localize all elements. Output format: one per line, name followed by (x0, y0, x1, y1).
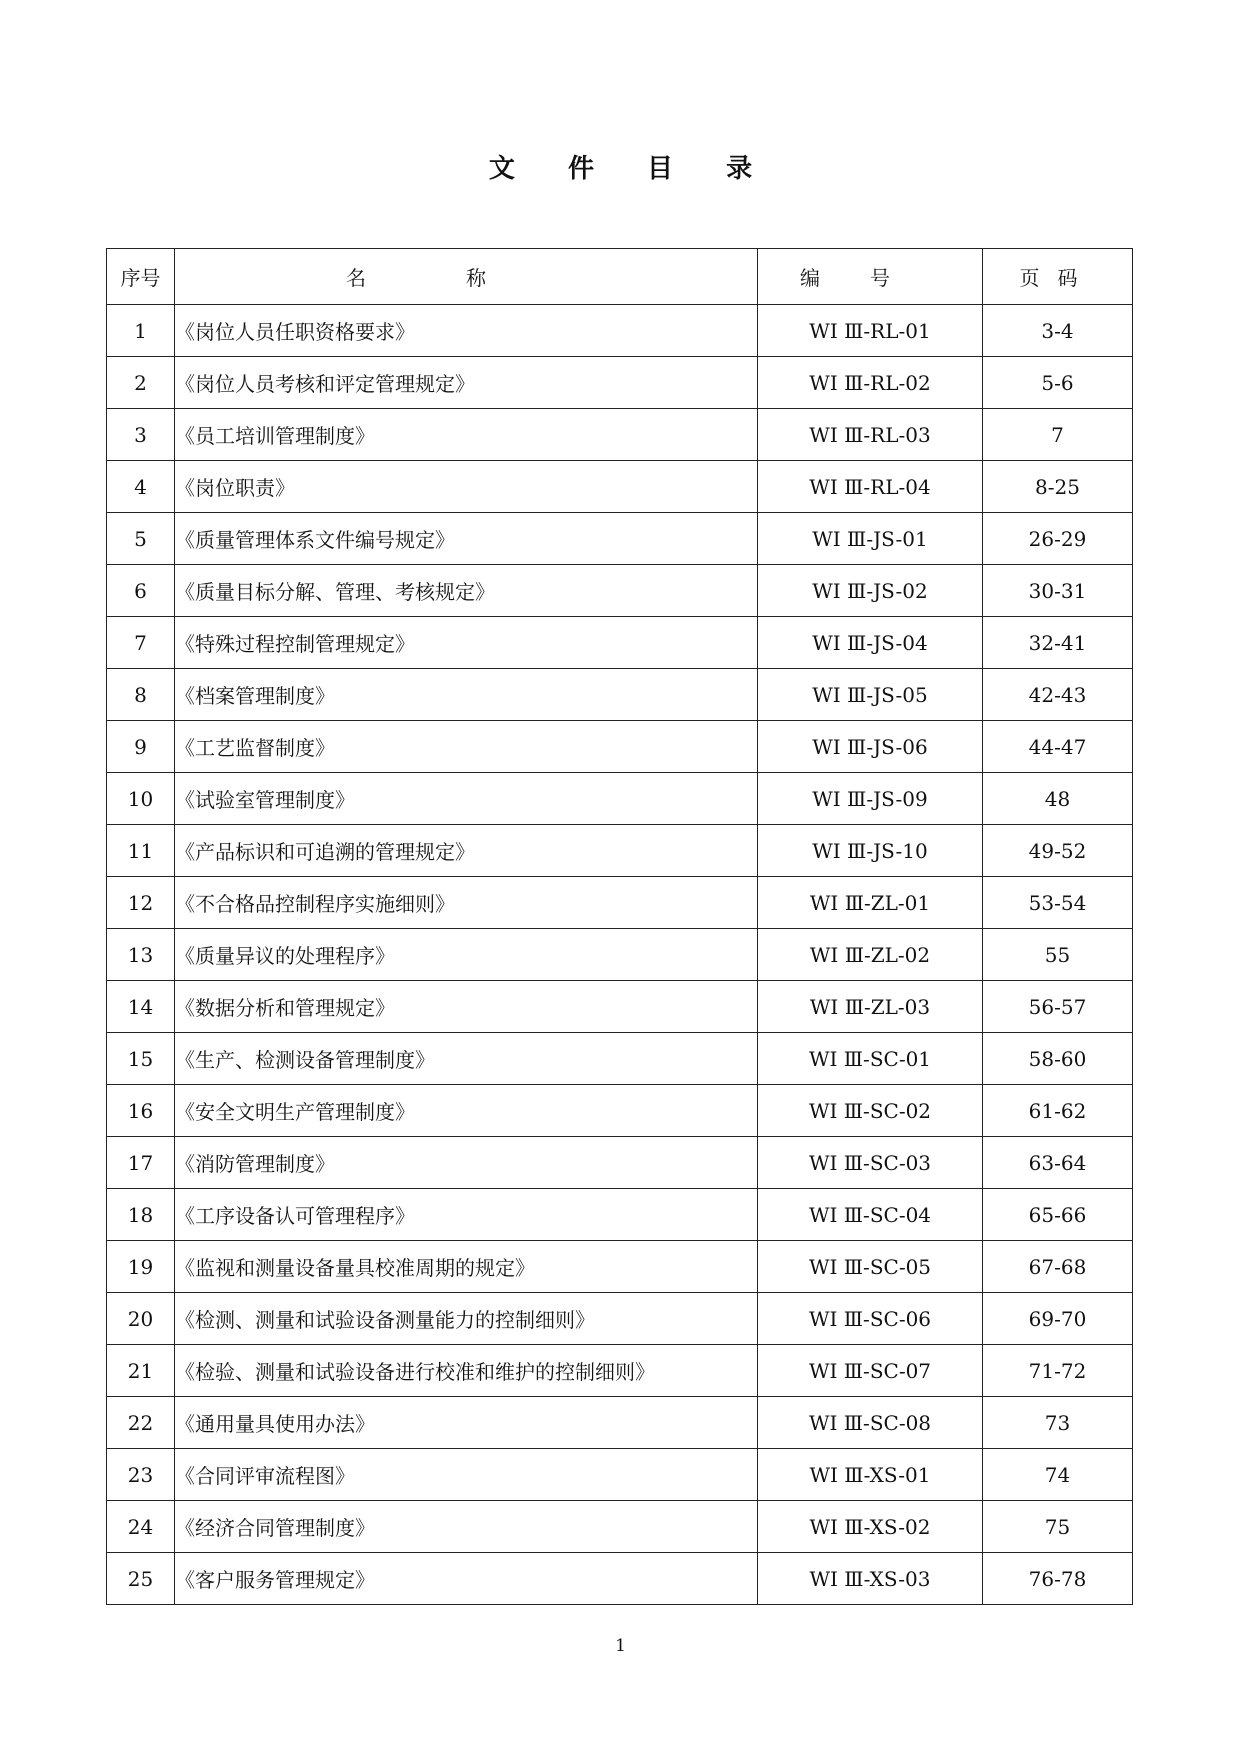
cell-seq: 2 (107, 357, 175, 409)
cell-seq: 21 (107, 1345, 175, 1397)
cell-seq: 10 (107, 773, 175, 825)
cell-code: WI Ⅲ-SC-02 (758, 1085, 983, 1137)
cell-pages: 49-52 (983, 825, 1133, 877)
cell-seq: 8 (107, 669, 175, 721)
cell-name: 《岗位职责》 (175, 461, 758, 513)
cell-pages: 3-4 (983, 305, 1133, 357)
cell-code: WI Ⅲ-JS-04 (758, 617, 983, 669)
table-row (107, 669, 1133, 721)
cell-code: WI Ⅲ-ZL-03 (758, 981, 983, 1033)
document-title: 文 件 目 录 (488, 154, 775, 184)
cell-name: 《合同评审流程图》 (175, 1449, 758, 1501)
cell-seq: 22 (107, 1397, 175, 1449)
cell-name: 《员工培训管理制度》 (175, 409, 758, 461)
cell-code: WI Ⅲ-SC-07 (758, 1345, 983, 1397)
cell-code: WI Ⅲ-RL-04 (758, 461, 983, 513)
cell-code: WI Ⅲ-SC-06 (758, 1293, 983, 1345)
cell-code: WI Ⅲ-ZL-02 (758, 929, 983, 981)
cell-pages: 58-60 (983, 1033, 1133, 1085)
cell-name: 《监视和测量设备量具校准周期的规定》 (175, 1241, 758, 1293)
table-row (107, 617, 1133, 669)
table-row (107, 1293, 1133, 1345)
table-row (107, 721, 1133, 773)
cell-name: 《质量目标分解、管理、考核规定》 (175, 565, 758, 617)
cell-seq: 17 (107, 1137, 175, 1189)
cell-pages: 65-66 (983, 1189, 1133, 1241)
cell-seq: 18 (107, 1189, 175, 1241)
table-row (107, 409, 1133, 461)
table-row (107, 981, 1133, 1033)
cell-seq: 14 (107, 981, 175, 1033)
cell-name: 《通用量具使用办法》 (175, 1397, 758, 1449)
cell-code: WI Ⅲ-SC-03 (758, 1137, 983, 1189)
cell-name: 《客户服务管理规定》 (175, 1553, 758, 1605)
cell-code: WI Ⅲ-JS-09 (758, 773, 983, 825)
table-row (107, 929, 1133, 981)
cell-code: WI Ⅲ-RL-01 (758, 305, 983, 357)
table-row (107, 825, 1133, 877)
table-header-row (107, 249, 1133, 305)
cell-seq: 15 (107, 1033, 175, 1085)
cell-code: WI Ⅲ-JS-01 (758, 513, 983, 565)
cell-seq: 25 (107, 1553, 175, 1605)
cell-pages: 75 (983, 1501, 1133, 1553)
cell-name: 《检测、测量和试验设备测量能力的控制细则》 (175, 1293, 758, 1345)
cell-seq: 16 (107, 1085, 175, 1137)
cell-name: 《消防管理制度》 (175, 1137, 758, 1189)
cell-pages: 32-41 (983, 617, 1133, 669)
cell-code: WI Ⅲ-RL-03 (758, 409, 983, 461)
cell-pages: 26-29 (983, 513, 1133, 565)
cell-pages: 76-78 (983, 1553, 1133, 1605)
cell-code: WI Ⅲ-JS-02 (758, 565, 983, 617)
cell-name: 《质量异议的处理程序》 (175, 929, 758, 981)
cell-seq: 11 (107, 825, 175, 877)
cell-code: WI Ⅲ-SC-01 (758, 1033, 983, 1085)
table-row (107, 461, 1133, 513)
cell-name: 《工艺监督制度》 (175, 721, 758, 773)
cell-pages: 53-54 (983, 877, 1133, 929)
cell-pages: 74 (983, 1449, 1133, 1501)
file-directory-table (106, 248, 1133, 1605)
cell-name: 《试验室管理制度》 (175, 773, 758, 825)
table-row (107, 1449, 1133, 1501)
cell-name: 《特殊过程控制管理规定》 (175, 617, 758, 669)
cell-pages: 69-70 (983, 1293, 1133, 1345)
table-row (107, 1345, 1133, 1397)
table-row (107, 513, 1133, 565)
cell-code: WI Ⅲ-XS-03 (758, 1553, 983, 1605)
cell-code: WI Ⅲ-JS-10 (758, 825, 983, 877)
page-number: 1 (615, 1636, 626, 1656)
cell-pages: 67-68 (983, 1241, 1133, 1293)
cell-seq: 4 (107, 461, 175, 513)
table-row (107, 1501, 1133, 1553)
cell-seq: 19 (107, 1241, 175, 1293)
cell-pages: 63-64 (983, 1137, 1133, 1189)
cell-seq: 9 (107, 721, 175, 773)
table-row (107, 305, 1133, 357)
table-row (107, 1085, 1133, 1137)
cell-seq: 1 (107, 305, 175, 357)
cell-seq: 23 (107, 1449, 175, 1501)
cell-name: 《经济合同管理制度》 (175, 1501, 758, 1553)
table-row (107, 1137, 1133, 1189)
cell-seq: 12 (107, 877, 175, 929)
header-name: 名称 (175, 249, 758, 305)
cell-name: 《岗位人员考核和评定管理规定》 (175, 357, 758, 409)
cell-pages: 5-6 (983, 357, 1133, 409)
table-row (107, 1553, 1133, 1605)
cell-name: 《档案管理制度》 (175, 669, 758, 721)
cell-pages: 7 (983, 409, 1133, 461)
header-seq: 序号 (107, 249, 175, 305)
cell-pages: 44-47 (983, 721, 1133, 773)
table-row (107, 1241, 1133, 1293)
cell-code: WI Ⅲ-JS-05 (758, 669, 983, 721)
cell-code: WI Ⅲ-SC-08 (758, 1397, 983, 1449)
cell-name: 《生产、检测设备管理制度》 (175, 1033, 758, 1085)
cell-pages: 73 (983, 1397, 1133, 1449)
cell-seq: 5 (107, 513, 175, 565)
table-body (107, 305, 1133, 1605)
cell-seq: 6 (107, 565, 175, 617)
cell-name: 《岗位人员任职资格要求》 (175, 305, 758, 357)
cell-code: WI Ⅲ-XS-02 (758, 1501, 983, 1553)
table-row (107, 357, 1133, 409)
cell-name: 《安全文明生产管理制度》 (175, 1085, 758, 1137)
cell-code: WI Ⅲ-RL-02 (758, 357, 983, 409)
cell-code: WI Ⅲ-ZL-01 (758, 877, 983, 929)
table-row (107, 1189, 1133, 1241)
cell-code: WI Ⅲ-JS-06 (758, 721, 983, 773)
table-row (107, 1397, 1133, 1449)
cell-name: 《数据分析和管理规定》 (175, 981, 758, 1033)
cell-code: WI Ⅲ-SC-05 (758, 1241, 983, 1293)
cell-seq: 13 (107, 929, 175, 981)
table-row (107, 1033, 1133, 1085)
cell-pages: 42-43 (983, 669, 1133, 721)
cell-name: 《质量管理体系文件编号规定》 (175, 513, 758, 565)
cell-code: WI Ⅲ-XS-01 (758, 1449, 983, 1501)
cell-pages: 8-25 (983, 461, 1133, 513)
table-row (107, 565, 1133, 617)
cell-pages: 56-57 (983, 981, 1133, 1033)
cell-name: 《工序设备认可管理程序》 (175, 1189, 758, 1241)
header-code: 编号 (758, 249, 983, 305)
cell-seq: 7 (107, 617, 175, 669)
table-row (107, 877, 1133, 929)
cell-code: WI Ⅲ-SC-04 (758, 1189, 983, 1241)
cell-name: 《检验、测量和试验设备进行校准和维护的控制细则》 (175, 1345, 758, 1397)
cell-seq: 3 (107, 409, 175, 461)
cell-name: 《产品标识和可追溯的管理规定》 (175, 825, 758, 877)
header-pages: 页码 (983, 249, 1133, 305)
table-row (107, 773, 1133, 825)
cell-pages: 61-62 (983, 1085, 1133, 1137)
cell-seq: 20 (107, 1293, 175, 1345)
cell-pages: 30-31 (983, 565, 1133, 617)
cell-pages: 48 (983, 773, 1133, 825)
cell-pages: 55 (983, 929, 1133, 981)
cell-pages: 71-72 (983, 1345, 1133, 1397)
cell-name: 《不合格品控制程序实施细则》 (175, 877, 758, 929)
cell-seq: 24 (107, 1501, 175, 1553)
